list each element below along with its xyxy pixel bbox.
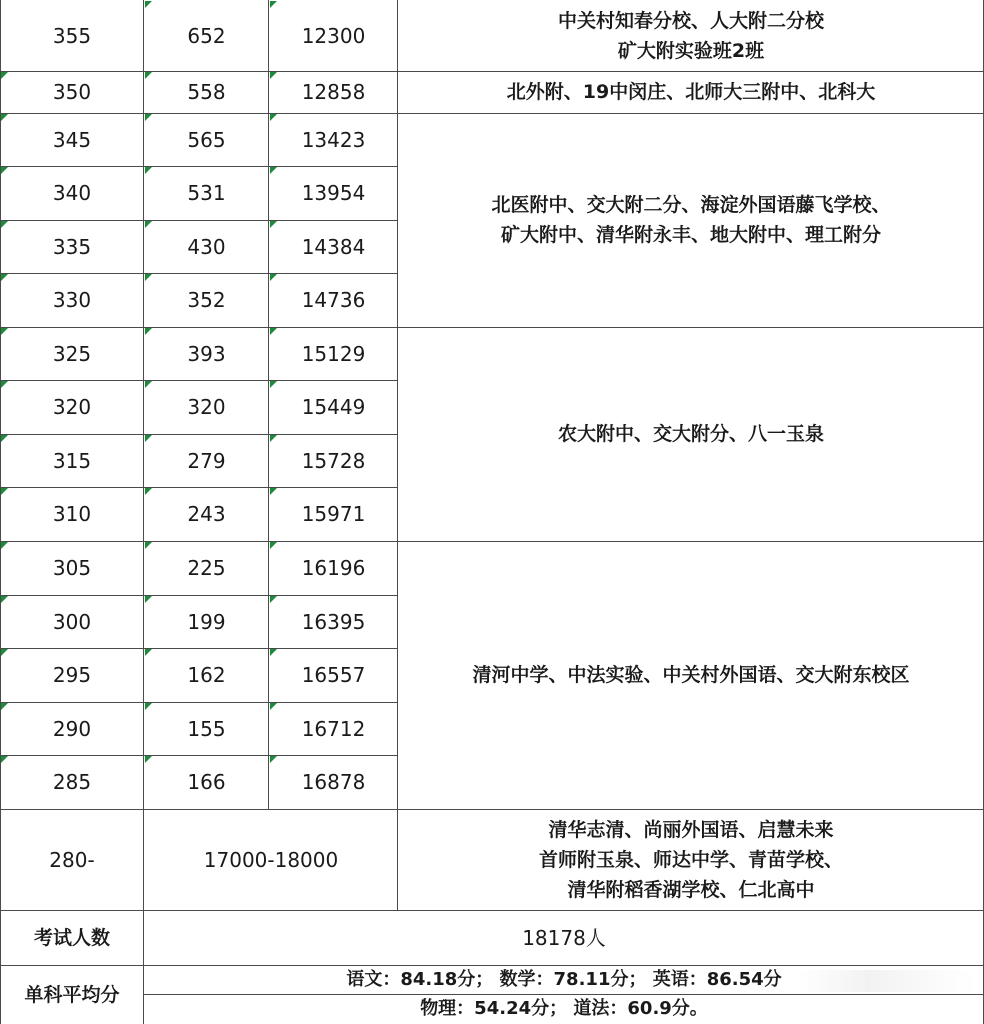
cell-marker-icon xyxy=(270,488,277,495)
score-cell: 305 xyxy=(52,556,92,580)
cell-marker-icon xyxy=(1,649,8,656)
school-line: 清华附稻香湖学校、仁北高中 xyxy=(567,878,815,901)
exam-count-value: 18178人 xyxy=(522,925,606,950)
cumulative-cell: 16712 xyxy=(301,716,366,741)
school-line: 农大附中、交大附分、八一玉泉 xyxy=(557,423,824,445)
school-group-cell xyxy=(398,809,984,910)
row-divider xyxy=(0,166,398,167)
count-cell: 199 xyxy=(187,609,226,634)
cell-marker-icon xyxy=(145,72,152,79)
school-line: 清河中学、中法实验、中关村外国语、交大附东校区 xyxy=(472,664,910,686)
cell-marker-icon xyxy=(270,542,277,549)
count-cell: 279 xyxy=(187,448,226,473)
cell-marker-icon xyxy=(145,649,152,656)
score-cell: 335 xyxy=(52,234,92,259)
school-group-cell xyxy=(398,0,984,71)
score-cell: 330 xyxy=(52,288,92,312)
score-cell: 325 xyxy=(52,341,92,366)
cell-marker-icon xyxy=(1,114,8,121)
score-cell: 310 xyxy=(52,502,92,526)
school-group-cell xyxy=(398,71,984,113)
cell-marker-icon xyxy=(270,328,277,335)
count-cell: 558 xyxy=(187,80,226,104)
school-line: 清华志清、尚丽外国语、启慧未来 xyxy=(548,818,834,841)
column-divider xyxy=(143,0,144,1024)
score-cell: 300 xyxy=(52,609,92,634)
cumulative-cell: 15129 xyxy=(301,341,366,366)
cumulative-cell: 16878 xyxy=(301,770,366,794)
score-cell: 315 xyxy=(52,448,92,473)
cumulative-cell: 13423 xyxy=(301,127,366,152)
score-cell: 355 xyxy=(52,23,92,48)
row-divider xyxy=(0,755,398,756)
cumulative-cell: 15728 xyxy=(301,448,366,473)
cumulative-cell: 13954 xyxy=(301,181,366,205)
count-cell: 430 xyxy=(187,234,226,259)
count-cell: 162 xyxy=(187,663,226,687)
score-cell: 345 xyxy=(52,127,92,152)
cell-marker-icon xyxy=(145,596,152,603)
cumulative-cell: 12858 xyxy=(301,80,366,104)
count-cell: 225 xyxy=(187,556,226,580)
cell-marker-icon xyxy=(270,649,277,656)
cell-marker-icon xyxy=(1,381,8,388)
cell-marker-icon xyxy=(1,221,8,228)
cell-marker-icon xyxy=(270,596,277,603)
school-group-cell xyxy=(398,541,984,809)
school-line: 北外附、19中闵庄、北师大三附中、北科大 xyxy=(506,81,876,103)
row-divider xyxy=(0,434,398,435)
cell-marker-icon xyxy=(270,381,277,388)
cell-marker-icon xyxy=(270,167,277,174)
cumulative-cell: 16196 xyxy=(301,556,366,580)
school-line: 矿大附中、清华附永丰、地大附中、理工附分 xyxy=(500,224,881,246)
column-divider xyxy=(268,0,269,809)
score-cell: 290 xyxy=(52,716,92,741)
cell-marker-icon xyxy=(1,72,8,79)
cell-marker-icon xyxy=(1,435,8,442)
school-line: 中关村知春分校、人大附二分校 xyxy=(557,9,824,32)
score-cell: 295 xyxy=(52,663,92,687)
cell-marker-icon xyxy=(1,703,8,710)
row-divider xyxy=(0,220,398,221)
range-cell: 17000-18000 xyxy=(203,847,339,872)
cell-marker-icon xyxy=(145,274,152,281)
watermark xyxy=(796,970,976,992)
school-group-cell xyxy=(398,113,984,327)
cell-marker-icon xyxy=(145,328,152,335)
count-cell: 393 xyxy=(187,341,226,366)
count-cell: 531 xyxy=(187,181,226,205)
cumulative-cell: 15449 xyxy=(301,395,366,419)
cell-marker-icon xyxy=(270,1,277,8)
cumulative-cell: 15971 xyxy=(301,502,366,526)
row-divider xyxy=(0,910,984,911)
row-divider xyxy=(0,380,398,381)
cumulative-cell: 16395 xyxy=(301,609,366,634)
cumulative-cell: 12300 xyxy=(301,23,366,48)
school-line: 矿大附实验班2班 xyxy=(617,39,765,62)
score-cell: 340 xyxy=(52,181,92,205)
cumulative-cell: 14736 xyxy=(301,288,366,312)
cell-marker-icon xyxy=(270,114,277,121)
cell-marker-icon xyxy=(145,1,152,8)
row-divider xyxy=(0,487,398,488)
cell-marker-icon xyxy=(1,756,8,763)
score-cell: 350 xyxy=(52,80,92,104)
cell-marker-icon xyxy=(145,167,152,174)
row-divider xyxy=(144,994,984,995)
row-divider xyxy=(0,809,984,810)
cell-marker-icon xyxy=(1,167,8,174)
cell-marker-icon xyxy=(145,221,152,228)
averages-line-1: 语文：84.18分； 数学：78.11分； 英语：86.54分 xyxy=(346,968,782,990)
count-cell: 155 xyxy=(187,716,226,741)
cell-marker-icon xyxy=(1,596,8,603)
score-cell: 320 xyxy=(52,395,92,419)
cumulative-cell: 14384 xyxy=(301,234,366,259)
count-cell: 352 xyxy=(187,288,226,312)
cell-marker-icon xyxy=(145,381,152,388)
cell-marker-icon xyxy=(145,703,152,710)
count-cell: 166 xyxy=(187,770,226,794)
count-cell: 565 xyxy=(187,127,226,152)
count-cell: 320 xyxy=(187,395,226,419)
cell-marker-icon xyxy=(1,274,8,281)
cell-marker-icon xyxy=(145,114,152,121)
school-line: 北医附中、交大附二分、海淀外国语藤飞学校、 xyxy=(491,194,891,216)
score-cell: 280- xyxy=(49,847,95,872)
school-line: 首师附玉泉、师达中学、青苗学校、 xyxy=(538,848,843,871)
row-divider xyxy=(0,273,398,274)
cell-marker-icon xyxy=(145,542,152,549)
row-divider xyxy=(0,595,398,596)
count-cell: 243 xyxy=(187,502,226,526)
cell-marker-icon xyxy=(270,703,277,710)
cell-marker-icon xyxy=(270,435,277,442)
cell-marker-icon xyxy=(145,435,152,442)
cell-marker-icon xyxy=(145,756,152,763)
cell-marker-icon xyxy=(270,221,277,228)
exam-count-label: 考试人数 xyxy=(33,926,110,949)
school-group-cell xyxy=(398,327,984,541)
row-divider xyxy=(0,965,984,966)
column-divider xyxy=(0,0,1,1024)
cell-marker-icon xyxy=(270,72,277,79)
row-divider xyxy=(0,648,398,649)
cell-marker-icon xyxy=(145,488,152,495)
cell-marker-icon xyxy=(1,542,8,549)
score-cell: 285 xyxy=(52,770,92,794)
averages-line-2: 物理：54.24分； 道法：60.9分。 xyxy=(420,998,708,1019)
cell-marker-icon xyxy=(1,328,8,335)
cell-marker-icon xyxy=(1,488,8,495)
cumulative-cell: 16557 xyxy=(301,663,366,687)
count-cell: 652 xyxy=(187,23,226,48)
cell-marker-icon xyxy=(270,756,277,763)
cell-marker-icon xyxy=(270,274,277,281)
column-divider xyxy=(397,0,398,910)
row-divider xyxy=(0,702,398,703)
averages-label: 单科平均分 xyxy=(24,983,120,1006)
